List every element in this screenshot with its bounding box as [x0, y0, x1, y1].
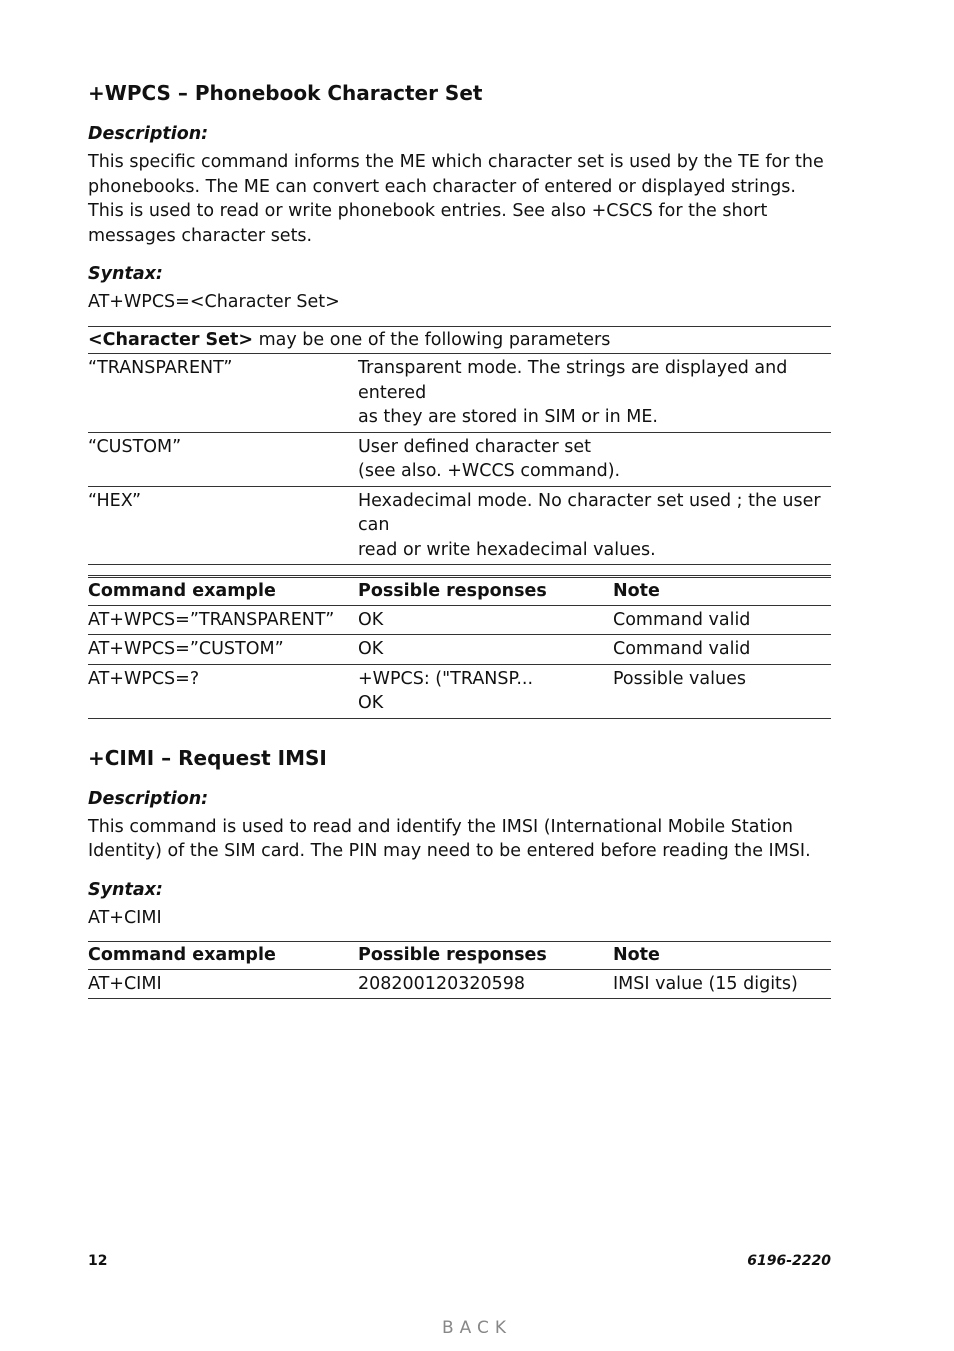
- note-cell: Possible values: [613, 668, 746, 689]
- param-header-bold: <Character Set>: [88, 329, 254, 350]
- cimi-command-table: [88, 941, 831, 999]
- wpcs-syntax-label: Syntax:: [88, 264, 163, 284]
- cimi-syntax-label: Syntax:: [88, 879, 163, 900]
- page-content: [88, 78, 831, 999]
- command-cell: AT+CIMI: [88, 973, 162, 994]
- header-note: Note: [613, 945, 660, 965]
- desc-line: Hexadecimal mode. No character set used ; the user can: [358, 490, 821, 535]
- command-cell: AT+WPCS=”TRANSPARENT”: [88, 609, 335, 630]
- response-cell: [358, 664, 613, 718]
- desc-line: (see also. +WCCS command).: [358, 461, 621, 481]
- description-line: phonebooks. The ME can convert each character of entered or displayed strings.: [88, 176, 796, 197]
- header-command-example: Command example: [88, 945, 276, 965]
- wpcs-syntax-text: AT+WPCS=<Character Set>: [88, 292, 340, 312]
- param-name: “HEX”: [88, 490, 142, 511]
- param-description: [358, 486, 831, 565]
- table-row: [88, 486, 831, 565]
- wpcs-section-title: +WPCS – Phonebook Character Set: [88, 81, 483, 105]
- response-line: +WPCS: ("TRANSP...: [358, 668, 534, 689]
- table-row: [88, 635, 831, 665]
- param-description: [358, 354, 831, 433]
- cimi-syntax-text: AT+CIMI: [88, 907, 162, 928]
- table-row: [88, 664, 831, 718]
- back-link[interactable]: BACK: [441, 1318, 512, 1338]
- note-cell: IMSI value (15 digits): [613, 973, 798, 994]
- description-line: This command is used to read and identify the IMSI (International Mobile Station: [88, 816, 793, 837]
- wpcs-command-table: [88, 575, 831, 719]
- cimi-section-title: +CIMI – Request IMSI: [88, 745, 327, 770]
- footer-document-code: 6196-2220: [747, 1253, 831, 1269]
- note-cell: Command valid: [613, 609, 751, 630]
- wpcs-description-label: Description:: [88, 124, 209, 144]
- desc-line: User defined character set: [358, 436, 591, 457]
- header-command-example: Command example: [88, 581, 276, 601]
- table-row: [88, 969, 831, 999]
- note-cell: Command valid: [613, 639, 751, 659]
- header-possible-responses: Possible responses: [358, 581, 547, 601]
- command-cell: AT+WPCS=”CUSTOM”: [88, 639, 284, 659]
- desc-line: Transparent mode. The strings are displayed and entered: [358, 358, 788, 403]
- command-table-header: [88, 577, 831, 606]
- description-line: messages character sets.: [88, 225, 313, 246]
- param-table-header: [88, 326, 831, 354]
- table-row: [88, 432, 831, 486]
- description-line: This is used to read or write phonebook entries. See also +CSCS for the short: [88, 201, 768, 221]
- cimi-description-label: Description:: [88, 788, 209, 809]
- cimi-description-text: [88, 815, 831, 864]
- description-line: This specific command informs the ME which character set is used by the TE for the: [88, 152, 824, 172]
- response-cell: OK: [358, 609, 384, 630]
- header-possible-responses: Possible responses: [358, 945, 547, 965]
- description-line: Identity) of the SIM card. The PIN may need to be entered before reading the IMSI.: [88, 841, 811, 861]
- footer-page-number: 12: [88, 1253, 108, 1269]
- response-line: OK: [358, 693, 384, 713]
- command-cell: AT+WPCS=?: [88, 668, 200, 689]
- wpcs-description-text: [88, 150, 831, 248]
- param-name: “TRANSPARENT”: [88, 358, 233, 378]
- table-row: [88, 354, 831, 433]
- response-cell: 208200120320598: [358, 973, 526, 994]
- param-header-rest: may be one of the following parameters: [253, 329, 611, 350]
- table-row: [88, 605, 831, 635]
- param-table-header-cell: [88, 326, 831, 354]
- desc-line: as they are stored in SIM or in ME.: [358, 407, 658, 427]
- param-name: “CUSTOM”: [88, 436, 182, 457]
- command-table-header: [88, 942, 831, 970]
- desc-line: read or write hexadecimal values.: [358, 539, 656, 560]
- param-description: [358, 432, 831, 486]
- wpcs-parameter-table: [88, 326, 831, 566]
- header-note: Note: [613, 581, 660, 601]
- response-cell: OK: [358, 639, 384, 659]
